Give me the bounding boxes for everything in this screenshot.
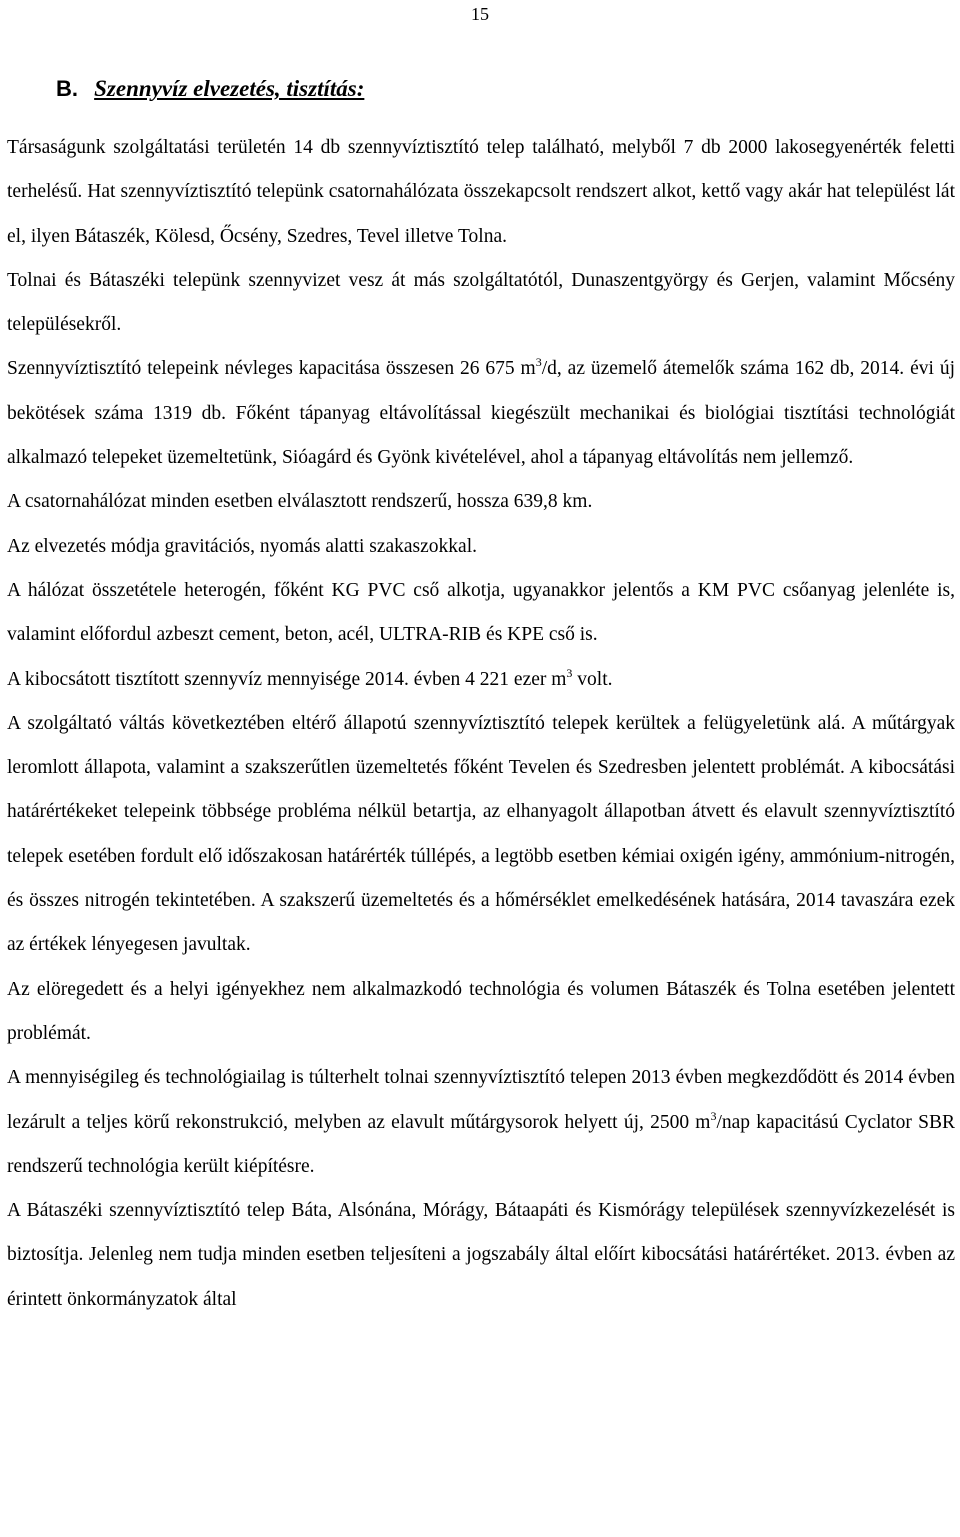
- text-run: A mennyiségileg és technológiailag is túlterhelt tolnai szennyvíztisztító telepen 2013 évben megkezdődött és 2014 évben lezárult a teljes körű rekonstrukció, melyben az elavult műtárgysorok helyett új, 2500 m: [7, 1067, 955, 1133]
- body-text: [7, 126, 955, 1322]
- text-run: Szennyvíztisztító telepeink névleges kapacitása összesen 26 675 m: [7, 358, 536, 380]
- section-prefix: B.: [56, 76, 78, 101]
- paragraph: Az elvezetés módja gravitációs, nyomás alatti szakaszokkal.: [7, 535, 477, 557]
- paragraph: Az elöregedett és a helyi igényekhez nem alkalmazkodó technológia és volumen Bátaszék és Tolna esetében jelentett problémát.: [7, 978, 955, 1044]
- text-run: /d, az üzemelő átemelők száma 162 db, 2014. évi új bekötések száma 1319 db. Főként tápanyag eltávolítással kiegészült mechanikai és biológiai tisztítási technológiát alkalmazó telepeket üzemeltetünk, Sióagárd és Gyönk kivételével, ahol a tápanyag eltávolítás nem jellemző.: [7, 358, 955, 469]
- text-run: volt.: [572, 668, 613, 690]
- paragraph: [7, 658, 955, 702]
- paragraph: A csatornahálózat minden esetben elválasztott rendszerű, hossza 639,8 km.: [7, 491, 593, 513]
- page-number: 15: [471, 4, 489, 24]
- paragraph: Tolnai és Bátaszéki telepünk szennyvizet vesz át más szolgáltatótól, Dunaszentgyörgy és Gerjen, valamint Mőcsény településekről.: [7, 269, 955, 336]
- text-run: A kibocsátott tisztított szennyvíz mennyisége 2014. évben 4 221 ezer m: [7, 668, 567, 690]
- section-title: Szennyvíz elvezetés, tisztítás:: [94, 76, 365, 101]
- superscript: 3: [566, 665, 573, 680]
- paragraph: Társaságunk szolgáltatási területén 14 db szennyvíztisztító telep található, melyből 7 db 2000 lakosegyenérték feletti terhelésű. Hat szennyvíztisztító telepünk csatornahálózata összekapcsolt rendszert alkot, kettő vagy akár hat települést lát el, ilyen Bátaszék, Kölesd, Őcsény, Szedres, Tevel illetve Tolna.: [7, 137, 955, 247]
- paragraph: [7, 1056, 955, 1189]
- paragraph: A szolgáltató váltás következtében eltérő állapotú szennyvíztisztító telepek kerültek a felügyeletünk alá. A műtárgyak leromlott állapota, valamint a szakszerűtlen üzemeltetés főként Tevelen és Szedresben jelentett problémát. A kibocsátási határértékeket telepeink többsége probléma nélkül betartja, az elhanyagolt állapotban átvett és elavult szennyvíztisztító telepek esetében fordult elő időszakosan határérték túllépés, a legtöbb esetben kémiai oxigén igény, ammónium-nitrogén, és összes nitrogén tekintetében. A szakszerű üzemeltetés és a hőmérséklet emelkedésének hatására, 2014 tavaszára ezek az értékek lényegesen javultak.: [7, 712, 955, 956]
- superscript: 3: [535, 355, 542, 370]
- paragraph: [7, 347, 955, 480]
- superscript: 3: [710, 1108, 717, 1123]
- paragraph: A hálózat összetétele heterogén, főként KG PVC cső alkotja, ugyanakkor jelentős a KM PVC csőanyag jelenléte is, valamint előfordul azbeszt cement, beton, acél, ULTRA-RIB és KPE cső is.: [7, 579, 955, 646]
- text-run: /nap kapacitású Cyclator SBR rendszerű technológia került kiépítésre.: [7, 1111, 955, 1177]
- section-heading: [56, 76, 364, 102]
- paragraph: A Bátaszéki szennyvíztisztító telep Báta, Alsónána, Mórágy, Bátaapáti és Kismórágy települések szennyvízkezelését is biztosítja. Jelenleg nem tudja minden esetben teljesíteni a jogszabály által előírt kibocsátási határértéket. 2013. évben az érintett önkormányzatok által: [7, 1200, 955, 1310]
